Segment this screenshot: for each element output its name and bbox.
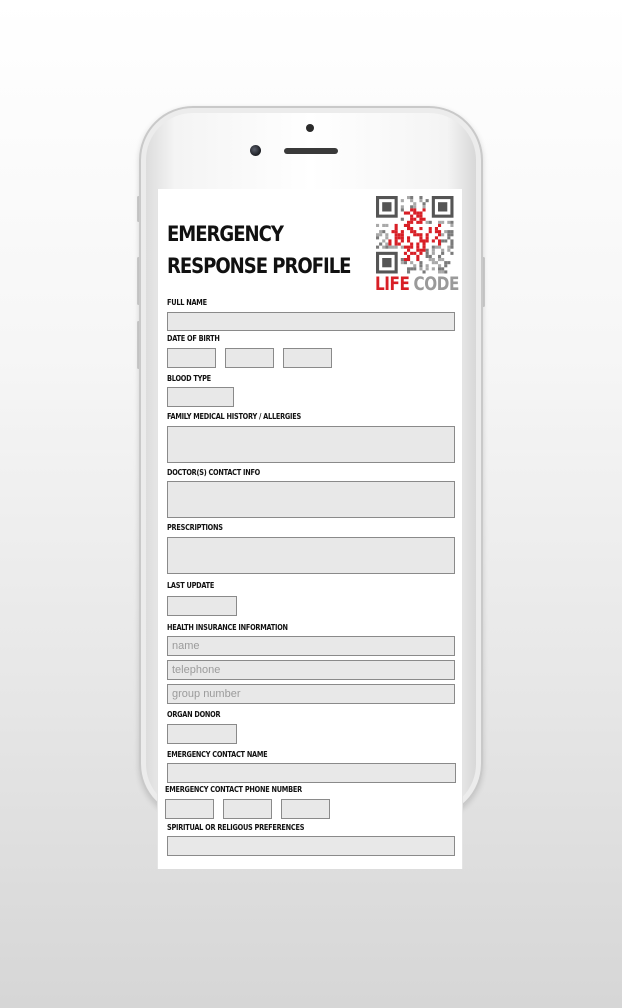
full-name-label: FULL NAME <box>167 298 207 307</box>
spiritual-preferences-field[interactable] <box>167 836 455 856</box>
emergency-contact-phone-label: EMERGENCY CONTACT PHONE NUMBER <box>165 785 302 794</box>
blood-type-field[interactable] <box>167 387 234 407</box>
emergency-profile-form <box>157 189 463 869</box>
emergency-contact-name-field[interactable] <box>167 763 456 783</box>
health-insurance-label: HEALTH INSURANCE INFORMATION <box>167 623 288 632</box>
page-title-line-2: RESPONSE PROFILE <box>167 254 351 278</box>
qr-code-icon <box>376 196 456 274</box>
dob-year-field[interactable] <box>283 348 332 368</box>
family-history-label: FAMILY MEDICAL HISTORY / ALLERGIES <box>167 412 301 421</box>
organ-donor-label: ORGAN DONOR <box>167 710 221 719</box>
full-name-field[interactable] <box>167 312 455 331</box>
family-history-field[interactable] <box>167 426 455 463</box>
emergency-phone-area-field[interactable] <box>165 799 214 819</box>
insurance-group-number-field[interactable] <box>167 684 455 704</box>
date-of-birth-label: DATE OF BIRTH <box>167 334 220 343</box>
proximity-sensor <box>306 124 314 132</box>
blood-type-label: BLOOD TYPE <box>167 374 211 383</box>
last-update-label: LAST UPDATE <box>167 581 215 590</box>
front-camera <box>250 145 261 156</box>
earpiece-speaker <box>284 148 338 154</box>
doctor-contact-label: DOCTOR(S) CONTACT INFO <box>167 468 261 477</box>
life-code-logo <box>375 273 459 295</box>
organ-donor-field[interactable] <box>167 724 237 744</box>
emergency-contact-name-label: EMERGENCY CONTACT NAME <box>167 750 268 759</box>
logo-code: CODE <box>413 273 459 295</box>
dob-day-field[interactable] <box>225 348 274 368</box>
dob-month-field[interactable] <box>167 348 216 368</box>
logo-life: LIFE <box>375 273 410 295</box>
prescriptions-field[interactable] <box>167 537 455 574</box>
doctor-contact-field[interactable] <box>167 481 455 518</box>
insurance-telephone-field[interactable] <box>167 660 455 680</box>
emergency-phone-prefix-field[interactable] <box>223 799 272 819</box>
page-title-line-1: EMERGENCY <box>167 222 283 246</box>
insurance-name-field[interactable] <box>167 636 455 656</box>
emergency-phone-line-field[interactable] <box>281 799 330 819</box>
prescriptions-label: PRESCRIPTIONS <box>167 523 223 532</box>
last-update-field[interactable] <box>167 596 237 616</box>
spiritual-preferences-label: SPIRITUAL OR RELIGOUS PREFERENCES <box>167 823 305 832</box>
